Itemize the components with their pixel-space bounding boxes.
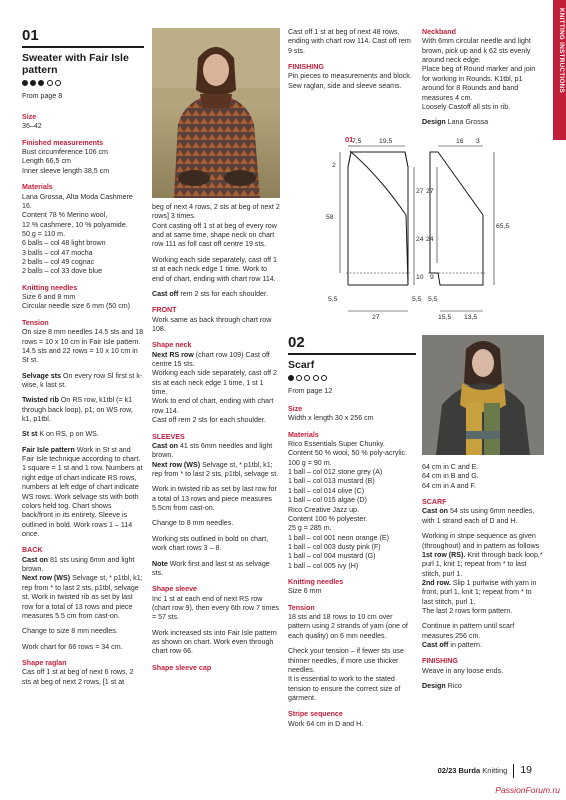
pattern-title: Sweater with Fair Isle pattern — [22, 51, 129, 76]
material-line: 2 balls – col 49 cognac — [22, 258, 95, 267]
measure-line: Bust circumference 106 cm — [22, 148, 108, 157]
material-line: 1 ball – col 005 ivy (H) — [288, 561, 359, 570]
schematic-label: 01 — [345, 135, 354, 144]
twisted-rib-text: Twisted rib On RS row, k1tbl (= k1 through back loop), p1; on WS row, k1, p1tbl. — [22, 396, 133, 424]
page-ref: From page 8 — [22, 91, 63, 100]
tension-text: 18 sts and 18 rows to 10 cm over pattern using 2 strands of yarn (one of each quality) on 6 mm needles. — [288, 613, 408, 640]
neckband-text: With 6mm circular needle and light brown, pick up and k 62 sts evenly around neck edge. — [422, 37, 531, 65]
dim-label: 27 — [426, 188, 434, 195]
back-text: Work chart for 66 rows = 34 cm. — [22, 642, 123, 651]
scarf-model-image — [422, 335, 544, 455]
section-heading: Materials — [22, 183, 53, 192]
section-tab-label: KNITTING INSTRUCTIONS — [558, 8, 565, 94]
back-text: Cast on 81 sts using 6mm and light brown. — [22, 555, 135, 574]
section-heading: Knitting needles — [22, 283, 78, 292]
raglan-text: Working each side separately, cast off 1 st at each neck edge 1 time. Work to end of chart, ending with chart row 114. — [152, 255, 277, 283]
dim-label: 2 — [332, 162, 336, 169]
material-line: Content 78 % Merino wool, — [22, 211, 108, 220]
material-line: 1 ball – col 003 dusty pink (F) — [288, 542, 381, 551]
dim-label: 10 — [416, 274, 424, 281]
size-text: 36–42 — [22, 122, 42, 131]
needle-line: Size 6 and 8 mm — [22, 293, 76, 302]
size-text: Width x length 30 x 256 cm — [288, 414, 374, 423]
material-line: 1 ball – col 004 mustard (G) — [288, 552, 376, 561]
page-number: 19 — [520, 764, 532, 777]
material-line: 50 g = 110 m. — [22, 229, 66, 238]
section-heading: SLEEVES — [152, 432, 185, 441]
back-text: Next row (WS) Selvage st, * p1tbl, k1; rep from * to last 2 sts, p1tbl, selvage st. Work in twisted rib as set by last row for a total of 13 rows and piece measures 5.5 cm from cast-on. — [22, 574, 143, 620]
material-line: 2 balls – col 33 dove blue — [22, 267, 103, 276]
material-line: 1 ball – col 012 stone grey (A) — [288, 468, 383, 477]
pattern-01-column-4 — [422, 28, 544, 128]
dim-label: 27 — [372, 314, 380, 321]
material-line: 12 % cashmere, 10 % polyamide. — [22, 220, 128, 229]
dim-label: 3 — [476, 138, 480, 145]
st-st-text: St st K on RS, p on WS. — [22, 430, 99, 439]
section-heading: FINISHING — [288, 63, 324, 72]
scarf-text: Cast on 54 sts using 6mm needles, with 1 strand each of D and H. — [422, 507, 535, 525]
dim-label: 5,5 — [328, 296, 338, 303]
neck-text: Next RS row (chart row 109) Cast off centre 15 sts. — [152, 350, 270, 369]
difficulty-dot-icon — [38, 80, 44, 86]
sweater-model-image — [152, 28, 280, 198]
tension-text: It is essential to work to the stated tension to ensure the correct size of garment. — [288, 675, 401, 702]
title-rule — [288, 353, 416, 355]
section-heading: SCARF — [422, 498, 447, 507]
section-heading: Finished measurements — [22, 138, 104, 147]
difficulty-rating — [22, 80, 144, 86]
material-line: Rico Essentials Super Chunky. — [288, 440, 385, 448]
section-heading: Tension — [22, 318, 49, 327]
note-text: Note Work first and last st as selvage sts. — [152, 559, 270, 577]
measure-line: Inner sleeve length 38,5 cm — [22, 166, 110, 175]
section-heading: Shape neck — [152, 341, 192, 350]
dim-label: 19,5 — [379, 138, 393, 145]
scarf-text: Continue in pattern until scarf measures 256 cm. — [422, 622, 515, 640]
pattern-number: 02 — [288, 334, 305, 351]
difficulty-dot-icon — [313, 375, 319, 381]
front-text: Work same as back through chart row 108. — [152, 315, 272, 333]
stripe-text: 64 cm in B and G. — [422, 472, 479, 481]
material-line: Content 100 % polyester. — [288, 514, 368, 523]
scarf-text: Working in stripe sequence as given (throughout) and in pattern as follows — [422, 532, 540, 550]
material-line: 6 balls – col 48 light brown — [22, 239, 106, 248]
dim-label: 65,5 — [496, 223, 510, 230]
dim-label: 13,5 — [464, 314, 478, 321]
title-rule — [22, 46, 144, 48]
difficulty-dot-icon — [55, 80, 61, 86]
needle-line: Size 6 mm — [288, 587, 322, 596]
material-line: 1 ball – col 015 algae (D) — [288, 496, 367, 505]
design-credit: Design Lana Grossa — [422, 118, 489, 127]
neck-text: Cast off rem 2 sts for each shoulder. — [152, 416, 266, 425]
dim-label: 9 — [430, 274, 434, 281]
page-footer — [438, 764, 532, 778]
dim-label: 7,5 — [352, 138, 362, 145]
dim-label: 15,5 — [438, 314, 452, 321]
pattern-02-column — [288, 335, 416, 729]
sleeve-text: Work in twisted rib as set by last row for a total of 13 rows and piece measures 5.5cm from cast-on. — [152, 485, 277, 513]
pattern-01-column-3 — [288, 28, 416, 91]
tension-text: Check your tension – if fewer sts use thinner needles, if more use thicker needles. — [288, 647, 404, 674]
body-outline — [348, 152, 408, 167]
design-credit: Design Rico — [422, 682, 462, 691]
section-heading: Knitting needles — [288, 578, 344, 587]
footer-divider — [513, 764, 514, 778]
tension-text: On size 8 mm needles 14.5 sts and 18 rows = 10 x 10 cm in Fair Isle pattern. 14.5 sts and 22 rows = 10 x 10 cm in St st. — [22, 328, 144, 365]
measure-line: Length 66,5 cm — [22, 157, 71, 166]
pattern-number: 01 — [22, 27, 39, 44]
difficulty-dot-icon — [296, 375, 302, 381]
dim-label: 5,5 — [412, 296, 422, 303]
difficulty-dot-icon — [321, 375, 327, 381]
material-line: 100 g = 90 m. — [288, 458, 332, 467]
dim-label: 5,5 — [428, 296, 438, 303]
sleeve-text: Cast on 41 sts 6mm needles and light brown. — [152, 441, 273, 460]
neck-text: Working each side separately, cast off 2 sts at each neck edge 1 time, 1 st 1 time. — [152, 369, 277, 397]
section-heading: Tension — [288, 603, 315, 612]
neck-text: Work to end of chart, ending with chart row 114. — [152, 397, 274, 415]
section-heading: FRONT — [152, 306, 177, 315]
finishing-text: Weave in any loose ends. — [422, 666, 504, 675]
section-heading: Size — [288, 404, 303, 413]
scarf-text: Cast off in pattern. — [422, 641, 482, 650]
sleeve-text: Change to 8 mm needles. — [152, 519, 234, 528]
scarf-text: The last 2 rows form pattern. — [422, 607, 513, 616]
stripe-text: 64 cm in C and E. — [422, 463, 479, 471]
sleeve-text: Working sts outlined in bold on chart, work chart rows 3 – 8. — [152, 534, 269, 553]
material-line: 1 ball – col 001 neon orange (E) — [288, 533, 389, 542]
difficulty-dot-icon — [47, 80, 53, 86]
material-line: 1 ball – col 014 olive (C) — [288, 486, 365, 495]
difficulty-dot-icon — [304, 375, 310, 381]
dim-label: 16 — [456, 138, 464, 145]
material-line: 3 balls – col 47 mocha — [22, 248, 93, 257]
material-line: Rico Creative Jazz up. — [288, 505, 359, 514]
dim-label: 58 — [326, 214, 334, 221]
section-heading: Shape sleeve cap — [152, 663, 212, 672]
neckband-text: Place beg of Round marker and join for working in Rounds. K1tbl, p1 around for 8 Rounds and band measures 4 cm. — [422, 65, 536, 102]
raglan-text: Cont casting off 1 st at beg of every row and at same time, shape neck on chart row 111 as foll cast off centre 19 sts. — [152, 221, 277, 249]
sleeve-text: Next row (WS) Selvage st, * p1tbl, k1; rep from * to last 2 sts, p1tbl, selvage st. — [152, 460, 279, 478]
material-line: Content 50 % wool, 50 % poly-acrylic. — [288, 449, 408, 458]
difficulty-rating — [288, 375, 416, 381]
section-heading: Shape raglan — [22, 658, 67, 667]
section-heading: Materials — [288, 430, 319, 439]
raglan-text: beg of next 4 rows, 2 sts at beg of next 2 rows] 3 times. — [152, 203, 280, 221]
difficulty-dot-icon — [22, 80, 28, 86]
section-heading: Stripe sequence — [288, 710, 343, 719]
finishing-text: Pin pieces to measurements and block. Sew raglan, side and sleeve seams. — [288, 72, 412, 90]
scarf-row-text: 1st row (RS). Knit through back loop,* purl 1, knit 1; repeat from * to last stitch, purl 1. — [422, 550, 543, 578]
pattern-title: Scarf — [288, 358, 315, 371]
body-outline — [348, 167, 408, 285]
section-heading: Neckband — [422, 28, 456, 36]
scarf-row-text: 2nd row. Slip 1 purlwise with yarn in front, purl 1, knit 1; repeat from * to last stitch, purl 1. — [422, 578, 537, 606]
difficulty-dot-icon — [30, 80, 36, 86]
issue-number: 02/23 Burda Knitting — [437, 766, 508, 776]
stripe-text: 64 cm in A and F. — [422, 481, 477, 490]
dim-label: 24 — [416, 236, 424, 243]
dim-label: 24 — [426, 236, 434, 243]
sleeve-shape-text: Inc 1 st at each end of next RS row (chart row 9), then every 6th row 7 times = 57 sts. — [152, 594, 279, 622]
section-heading: Shape sleeve — [152, 585, 197, 594]
neckband-text: Loosely Castoff all sts in rib. — [422, 102, 511, 111]
cap-text: Cast off 1 st at beg of next 48 rows, ending with chart row 114. Cast off rem 9 sts. — [288, 28, 411, 55]
material-line: 1 ball – col 013 mustard (B) — [288, 477, 375, 486]
watermark: PassionForum.ru — [495, 784, 560, 795]
pattern-01-column — [22, 28, 144, 687]
difficulty-dot-icon — [288, 375, 294, 381]
section-heading: FINISHING — [422, 657, 458, 666]
fair-isle-text: Fair Isle pattern Work in St st and Fair Isle technique according to chart. 1 square = 1 st and 1 row. Numbers at right edge of chart indicate RS rows, numbers at left edge of chart indicate WS rows. Work selvage sts with both colors held tog. Chart shows back/front in its entirety. Sleeve is outlined in bold. Work rows 1 – 114 once. — [22, 445, 143, 538]
schematic-diagram — [288, 133, 542, 323]
scarf-photo — [422, 335, 544, 455]
back-text: Change to size 8 mm needles. — [22, 627, 118, 636]
selvage-text: Selvage sts On every row Sl first st k-wise, k last st. — [22, 371, 143, 389]
raglan-text: Cas off 1 st at beg of next 6 rows, 2 sts at beg of next 2 rows, [1 st at — [22, 668, 134, 686]
needle-line: Circular needle size 6 mm (50 cm) — [22, 302, 131, 311]
page-ref: From page 12 — [288, 386, 333, 395]
sleeve-shape-text: Work increased sts into Fair Isle pattern as shown on chart. Work even through chart row 66. — [152, 628, 277, 656]
pattern-02-column-2 — [422, 463, 544, 692]
dim-label: 27 — [416, 188, 424, 195]
material-line: Lana Grossa, Alta Moda Cashmere 16. — [22, 192, 133, 210]
pattern-01-column-2 — [152, 203, 280, 673]
section-heading: BACK — [22, 546, 43, 555]
sweater-photo — [152, 28, 280, 198]
cast-off-text: Cast off rem 2 sts for each shoulder. — [152, 289, 268, 298]
stripe-text: Work 64 cm in D and H. — [288, 719, 364, 728]
material-line: 25 g = 285 m. — [288, 524, 332, 533]
section-heading: Size — [22, 112, 37, 121]
